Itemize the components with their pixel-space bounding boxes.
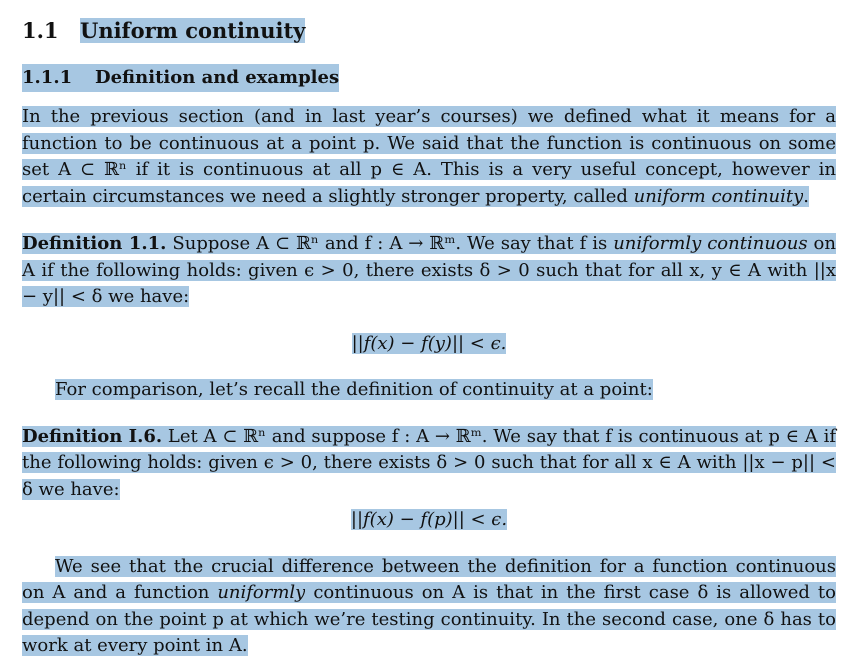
closing-emphasis: uniformly: [217, 582, 306, 603]
definition-1-label: Definition 1.1.: [22, 233, 167, 254]
subsection-heading[interactable]: [22, 64, 339, 92]
definition-2-label: Definition I.6.: [22, 425, 163, 447]
intro-text-b: .: [803, 185, 810, 207]
equation-2-text[interactable]: ||f(x) − f(p)|| < ϵ.: [350, 509, 508, 530]
comparison-text: For comparison, let’s recall the definition of continuity at a point:: [55, 379, 653, 400]
definition-1[interactable]: [22, 231, 836, 311]
intro-emphasis: uniform continuity: [633, 185, 804, 207]
section-number: 1.1: [22, 14, 80, 48]
comparison-paragraph[interactable]: [22, 377, 836, 404]
definition-1-text-b: on A if the following holds: given ϵ > 0, there exists δ > 0 such that for all x, y ∈ A with ||x − y|| < δ we have:: [22, 233, 836, 307]
equation-1: [22, 331, 836, 358]
closing-text-b: continuous on A is that in the first case δ is allowed to depend on the point p at which we’re testing continuity. In the second case, one δ has to work at every point in A.: [22, 582, 836, 656]
document-page: [22, 14, 836, 660]
equation-1-text[interactable]: ||f(x) − f(y)|| < ϵ.: [351, 332, 507, 354]
section-title[interactable]: Uniform continuity: [80, 18, 306, 43]
section-heading: [22, 14, 836, 48]
subsection-title: Definition and examples: [95, 67, 340, 88]
intro-text-a: In the previous section (and in last year’s courses) we defined what it means for a function to be continuous at a point p. We said that the function is continuous on some set A ⊂ ℝⁿ if it is continuous at all p ∈ A. This is a very useful concept, however in certain circumstances we need a slightly stronger property, called: [22, 106, 836, 207]
definition-1-emphasis: uniformly continuous: [613, 233, 808, 254]
subsection-number: 1.1.1: [22, 67, 73, 88]
closing-paragraph[interactable]: [22, 554, 836, 660]
definition-2[interactable]: [22, 424, 836, 504]
equation-2: [22, 507, 836, 534]
definition-1-text-a: Suppose A ⊂ ℝⁿ and f : A → ℝᵐ. We say that f is: [166, 233, 614, 254]
intro-paragraph[interactable]: [22, 104, 836, 210]
closing-text-a: We see that the crucial difference between the definition for a function continuous on A and a function: [22, 555, 836, 603]
definition-2-text: Let A ⊂ ℝⁿ and suppose f : A → ℝᵐ. We say that f is continuous at p ∈ A if the following holds: given ϵ > 0, there exists δ > 0 such that for all x ∈ A with ||x − p|| < δ we have:: [22, 425, 837, 500]
